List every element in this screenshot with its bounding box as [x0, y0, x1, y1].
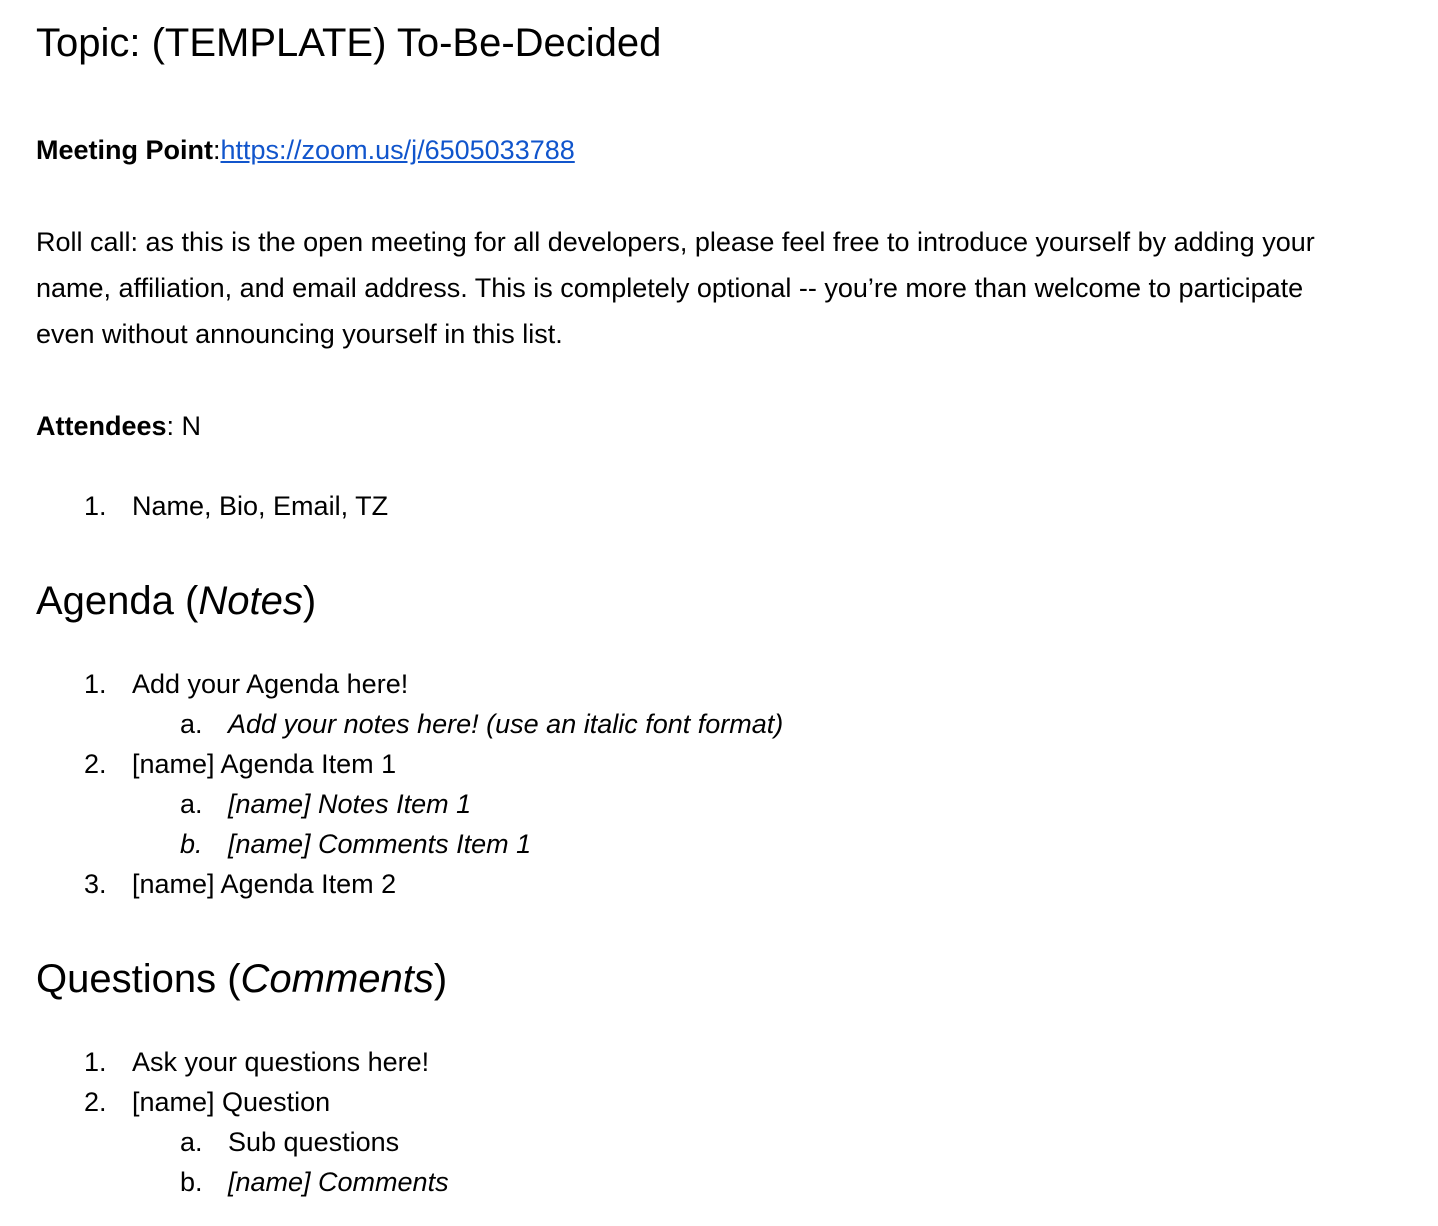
list-marker: 1. — [84, 1047, 107, 1077]
list-item-text: Ask your questions here! — [132, 1047, 430, 1077]
list-item-text: Add your notes here! (use an italic font format) — [228, 709, 784, 739]
list-item-text: [name] Comments — [228, 1167, 449, 1197]
list-marker: 2. — [84, 1087, 107, 1117]
list-marker: 1. — [84, 669, 107, 699]
document-title: Topic: (TEMPLATE) To-Be-Decided — [36, 21, 662, 65]
list-marker: 3. — [84, 869, 107, 899]
list-item-text: [name] Comments Item 1 — [228, 829, 532, 859]
list-item-text: [name] Agenda Item 1 — [132, 749, 397, 779]
list-marker: a. — [180, 709, 203, 739]
meeting-point-separator: : — [213, 135, 221, 165]
roll-call-paragraph: Roll call: as this is the open meeting for all developers, please feel free to introduce yourself by adding your name, affiliation, and email address. This is completely optional -- you’re more than welcome to participate even without announcing yourself in this list. — [36, 227, 1315, 349]
list-item-text: [name] Question — [132, 1087, 331, 1117]
list-item-text: Sub questions — [228, 1127, 400, 1157]
list-marker: b. — [180, 829, 203, 859]
agenda-heading-text: Agenda ( — [36, 579, 199, 623]
agenda-heading-italic: Notes — [198, 579, 303, 623]
list-item-text: [name] Agenda Item 2 — [132, 869, 397, 899]
list-item-text: [name] Notes Item 1 — [228, 789, 472, 819]
list-marker: 1. — [84, 491, 107, 521]
attendees-label: Attendees — [36, 411, 167, 441]
list-marker: b. — [180, 1167, 203, 1197]
attendees-line — [36, 403, 201, 449]
questions-heading — [36, 954, 447, 1004]
list-marker: a. — [180, 789, 203, 819]
questions-heading-text: Questions ( — [36, 957, 241, 1001]
meeting-link[interactable]: https://zoom.us/j/6505033788 — [220, 135, 575, 165]
meeting-point-label: Meeting Point — [36, 135, 213, 165]
attendees-count: : N — [166, 411, 202, 441]
questions-heading-close: ) — [433, 957, 448, 1001]
list-item-text: Name, Bio, Email, TZ — [132, 491, 389, 521]
agenda-heading — [36, 576, 316, 626]
list-marker: a. — [180, 1127, 203, 1157]
list-marker: 2. — [84, 749, 107, 779]
list-item-text: Add your Agenda here! — [132, 669, 409, 699]
questions-heading-italic: Comments — [240, 957, 434, 1001]
meeting-point-line — [36, 127, 575, 173]
agenda-heading-close: ) — [302, 579, 317, 623]
